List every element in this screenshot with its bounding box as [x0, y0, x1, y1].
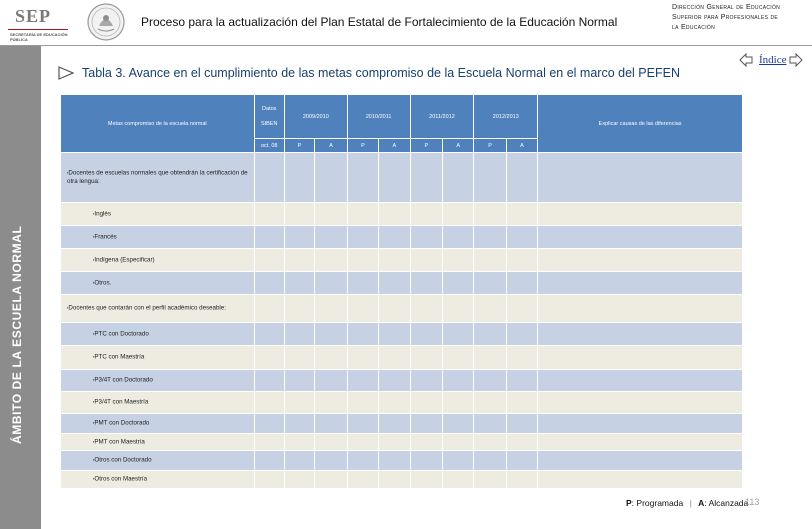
- row-label-text: P3/4T con Maestría: [94, 398, 149, 406]
- value-cell: [315, 272, 347, 295]
- value-cell: [474, 471, 506, 489]
- explain-cell: [538, 153, 743, 203]
- bullet-icon: ▪: [93, 256, 95, 262]
- value-cell: [442, 471, 473, 489]
- explain-cell: [538, 295, 743, 323]
- value-cell: [347, 346, 378, 370]
- row-label: [61, 295, 255, 323]
- value-cell: [410, 203, 442, 226]
- value-cell: [442, 272, 473, 295]
- header-divider: [0, 45, 812, 46]
- row-label: [61, 346, 255, 370]
- bullet-icon: ▪: [67, 170, 69, 176]
- value-cell: [315, 471, 347, 489]
- value-cell: [474, 392, 506, 414]
- value-cell: [379, 392, 410, 414]
- value-cell: [254, 471, 284, 489]
- table-row: [61, 249, 743, 272]
- header-sub-p: P: [474, 139, 506, 153]
- header-sub-a: A: [442, 139, 473, 153]
- value-cell: [442, 392, 473, 414]
- value-cell: [315, 370, 347, 392]
- value-cell: [379, 272, 410, 295]
- explain-cell: [538, 203, 743, 226]
- arrow-left-icon[interactable]: [739, 53, 753, 67]
- value-cell: [379, 370, 410, 392]
- value-cell: [442, 295, 473, 323]
- value-cell: [284, 272, 314, 295]
- value-cell: [410, 153, 442, 203]
- value-cell: [506, 346, 537, 370]
- caption-text: Tabla 3. Avance en el cumplimiento de las metas compromiso de la Escuela Normal en el marco del PEFEN: [82, 66, 680, 80]
- table-row: [61, 203, 743, 226]
- sep-logo: [4, 6, 66, 42]
- value-cell: [410, 295, 442, 323]
- row-label: [61, 272, 255, 295]
- value-cell: [347, 203, 378, 226]
- sep-logo-text: SEP: [15, 6, 52, 26]
- bullet-icon: ▪: [93, 210, 95, 216]
- table-row: [61, 392, 743, 414]
- explain-cell: [538, 272, 743, 295]
- row-label: [61, 434, 255, 451]
- value-cell: [254, 434, 284, 451]
- value-cell: [474, 295, 506, 323]
- table-row: [61, 272, 743, 295]
- value-cell: [410, 346, 442, 370]
- table-row: [61, 414, 743, 434]
- value-cell: [284, 370, 314, 392]
- value-cell: [506, 392, 537, 414]
- explain-cell: [538, 323, 743, 346]
- sep-logo-subtitle: SECRETARÍA DE EDUCACIÓN PÚBLICA: [10, 32, 68, 42]
- table-body: [61, 153, 743, 489]
- sep-logo-rule: [8, 29, 68, 30]
- value-cell: [347, 323, 378, 346]
- value-cell: [284, 153, 314, 203]
- value-cell: [284, 414, 314, 434]
- bullet-icon: ▪: [93, 354, 95, 360]
- table-caption: [58, 66, 680, 80]
- row-label-text: Otros con Doctorado: [94, 456, 152, 464]
- value-cell: [379, 434, 410, 451]
- value-cell: [442, 153, 473, 203]
- value-cell: [315, 226, 347, 249]
- value-cell: [315, 451, 347, 471]
- row-label: [61, 203, 255, 226]
- value-cell: [442, 346, 473, 370]
- value-cell: [254, 451, 284, 471]
- index-link[interactable]: Índice: [759, 54, 787, 66]
- value-cell: [442, 434, 473, 451]
- value-cell: [315, 392, 347, 414]
- row-label: [61, 323, 255, 346]
- value-cell: [474, 414, 506, 434]
- row-label-text: PMT con Maestría: [94, 438, 145, 446]
- table-row: [61, 346, 743, 370]
- value-cell: [410, 451, 442, 471]
- value-cell: [347, 153, 378, 203]
- value-cell: [347, 434, 378, 451]
- row-label: [61, 451, 255, 471]
- value-cell: [410, 471, 442, 489]
- value-cell: [284, 295, 314, 323]
- header-data-date: oct. 08: [254, 139, 284, 153]
- value-cell: [315, 346, 347, 370]
- value-cell: [442, 203, 473, 226]
- value-cell: [284, 392, 314, 414]
- value-cell: [284, 203, 314, 226]
- page-header: [0, 0, 812, 46]
- value-cell: [284, 346, 314, 370]
- explain-cell: [538, 414, 743, 434]
- department-name: [672, 3, 804, 33]
- value-cell: [410, 370, 442, 392]
- explain-cell: [538, 471, 743, 489]
- explain-cell: [538, 434, 743, 451]
- value-cell: [506, 414, 537, 434]
- value-cell: [410, 434, 442, 451]
- value-cell: [474, 434, 506, 451]
- value-cell: [442, 370, 473, 392]
- header-sub-p: P: [410, 139, 442, 153]
- table-row: [61, 295, 743, 323]
- value-cell: [474, 249, 506, 272]
- bullet-icon: ▪: [93, 399, 95, 405]
- value-cell: [254, 323, 284, 346]
- header-sub-p: P: [284, 139, 314, 153]
- value-cell: [284, 471, 314, 489]
- value-cell: [506, 471, 537, 489]
- explain-cell: [538, 226, 743, 249]
- header-sub-a: A: [506, 139, 537, 153]
- row-label: [61, 226, 255, 249]
- value-cell: [284, 249, 314, 272]
- value-cell: [254, 249, 284, 272]
- page-title: Proceso para la actualización del Plan Estatal de Fortalecimiento de la Educación Normal: [141, 15, 618, 29]
- department-line-3: la Educación: [672, 24, 715, 31]
- value-cell: [347, 451, 378, 471]
- value-cell: [474, 346, 506, 370]
- department-line-2: Superior para Profesionales de: [672, 14, 779, 21]
- goals-table-grid: [60, 94, 743, 489]
- value-cell: [315, 323, 347, 346]
- row-label: [61, 392, 255, 414]
- value-cell: [506, 434, 537, 451]
- explain-cell: [538, 346, 743, 370]
- value-cell: [379, 153, 410, 203]
- explain-cell: [538, 392, 743, 414]
- value-cell: [474, 272, 506, 295]
- value-cell: [506, 203, 537, 226]
- legend-separator: |: [689, 498, 692, 508]
- value-cell: [506, 226, 537, 249]
- header-year: 2011/2012: [410, 95, 474, 139]
- value-cell: [379, 471, 410, 489]
- value-cell: [379, 451, 410, 471]
- header-goals: Metas compromiso de la escuela normal: [61, 95, 255, 153]
- value-cell: [506, 295, 537, 323]
- row-label-text: Otros con Maestría: [94, 475, 148, 483]
- value-cell: [315, 295, 347, 323]
- bullet-icon: ▪: [93, 457, 95, 463]
- value-cell: [506, 249, 537, 272]
- row-label-text: PMT con Doctorado: [94, 419, 150, 427]
- legend-p-label: Programada: [636, 498, 684, 508]
- value-cell: [379, 203, 410, 226]
- value-cell: [347, 272, 378, 295]
- table-row: [61, 434, 743, 451]
- value-cell: [347, 295, 378, 323]
- national-seal-icon: [86, 2, 126, 42]
- value-cell: [254, 392, 284, 414]
- value-cell: [442, 451, 473, 471]
- bullet-icon: ▪: [67, 305, 69, 311]
- row-label: [61, 370, 255, 392]
- row-label-text: Francés: [94, 233, 117, 241]
- value-cell: [284, 434, 314, 451]
- value-cell: [284, 323, 314, 346]
- bullet-icon: ▪: [93, 279, 95, 285]
- header-sub-a: A: [315, 139, 347, 153]
- value-cell: [254, 295, 284, 323]
- value-cell: [347, 392, 378, 414]
- header-explain: Explicar causas de las diferencias: [538, 95, 743, 153]
- value-cell: [379, 414, 410, 434]
- value-cell: [379, 226, 410, 249]
- value-cell: [410, 226, 442, 249]
- value-cell: [284, 451, 314, 471]
- value-cell: [474, 203, 506, 226]
- value-cell: [379, 346, 410, 370]
- arrow-right-icon[interactable]: [789, 53, 803, 67]
- value-cell: [347, 471, 378, 489]
- row-label: [61, 249, 255, 272]
- legend: P: Programada | A: Alcanzada: [626, 498, 749, 508]
- sidebar: [0, 46, 41, 529]
- value-cell: [410, 414, 442, 434]
- header-year: 2009/2010: [284, 95, 347, 139]
- value-cell: [474, 451, 506, 471]
- value-cell: [254, 226, 284, 249]
- table-row: [61, 323, 743, 346]
- bullet-icon: ▪: [93, 420, 95, 426]
- value-cell: [442, 226, 473, 249]
- department-line-1: Dirección General de Educación: [672, 4, 781, 11]
- table-row: [61, 471, 743, 489]
- header-data-siben: [254, 95, 284, 139]
- value-cell: [315, 203, 347, 226]
- bullet-icon: ▪: [93, 476, 95, 482]
- value-cell: [410, 392, 442, 414]
- table-row: [61, 370, 743, 392]
- value-cell: [284, 226, 314, 249]
- value-cell: [379, 295, 410, 323]
- value-cell: [379, 323, 410, 346]
- header-data-line-1: Datos: [262, 106, 277, 112]
- value-cell: [474, 323, 506, 346]
- value-cell: [442, 323, 473, 346]
- value-cell: [474, 370, 506, 392]
- value-cell: [315, 414, 347, 434]
- value-cell: [442, 414, 473, 434]
- value-cell: [474, 153, 506, 203]
- row-label: [61, 153, 255, 203]
- bullet-icon: ▪: [93, 377, 95, 383]
- value-cell: [347, 370, 378, 392]
- row-label: [61, 414, 255, 434]
- header-sub-a: A: [379, 139, 410, 153]
- row-label-text: Indígena (Especificar): [94, 256, 155, 264]
- index-navigation: [739, 51, 803, 69]
- bullet-icon: ▪: [93, 438, 95, 444]
- row-label-text: Docentes que contarán con el perfil académico deseable:: [68, 304, 226, 312]
- value-cell: [347, 226, 378, 249]
- header-year: 2010/2011: [347, 95, 410, 139]
- value-cell: [254, 153, 284, 203]
- play-arrow-icon: [58, 66, 74, 80]
- row-label-text: Otros.: [94, 279, 112, 287]
- goals-table: [60, 94, 743, 490]
- legend-a-key: A: [698, 498, 705, 508]
- sidebar-section-label: ÁMBITO DE LA ESCUELA NORMAL: [10, 225, 24, 444]
- value-cell: [410, 249, 442, 272]
- value-cell: [347, 414, 378, 434]
- value-cell: [442, 249, 473, 272]
- row-label-text: Docentes de escuelas normales que obtendrán la certificación de otra lengua:: [67, 169, 248, 185]
- value-cell: [254, 346, 284, 370]
- table-row: [61, 226, 743, 249]
- value-cell: [474, 226, 506, 249]
- value-cell: [315, 153, 347, 203]
- value-cell: [506, 323, 537, 346]
- value-cell: [254, 272, 284, 295]
- value-cell: [506, 272, 537, 295]
- value-cell: [347, 249, 378, 272]
- header-sub-p: P: [347, 139, 378, 153]
- value-cell: [315, 249, 347, 272]
- bullet-icon: ▪: [93, 330, 95, 336]
- bullet-icon: ▪: [93, 233, 95, 239]
- row-label-text: P3/4T con Doctorado: [94, 376, 153, 384]
- table-row: [61, 153, 743, 203]
- value-cell: [254, 370, 284, 392]
- explain-cell: [538, 451, 743, 471]
- value-cell: [254, 414, 284, 434]
- legend-p-key: P: [626, 498, 632, 508]
- row-label-text: Inglés: [94, 210, 111, 218]
- value-cell: [506, 451, 537, 471]
- header-year: 2012/2013: [474, 95, 538, 139]
- explain-cell: [538, 370, 743, 392]
- table-row: [61, 451, 743, 471]
- value-cell: [410, 323, 442, 346]
- page-number: 113: [745, 497, 760, 507]
- value-cell: [506, 370, 537, 392]
- legend-a-label: Alcanzada: [708, 498, 749, 508]
- row-label-text: PTC con Maestría: [94, 353, 145, 361]
- value-cell: [254, 203, 284, 226]
- value-cell: [506, 153, 537, 203]
- explain-cell: [538, 249, 743, 272]
- row-label: [61, 471, 255, 489]
- value-cell: [315, 434, 347, 451]
- header-data-line-2: SIBEN: [260, 121, 278, 127]
- value-cell: [379, 249, 410, 272]
- value-cell: [410, 272, 442, 295]
- row-label-text: PTC con Doctorado: [94, 330, 149, 338]
